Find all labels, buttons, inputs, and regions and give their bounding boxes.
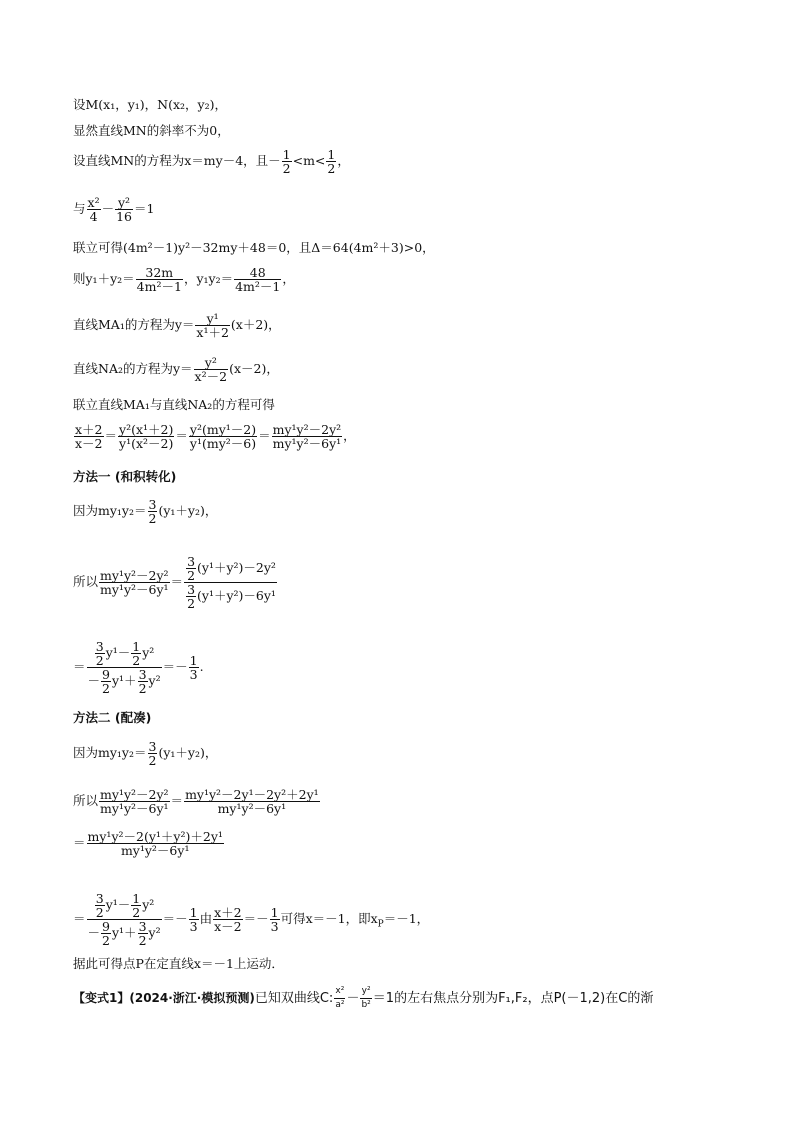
line-m1-so: 所以 $\frac{\text{my¹y²－2y²}}{\text{my¹y²－6y¹}}$ ＝ $\frac{3}{2}$ (y¹＋y²)－2y² $\frac{3}{2}$ (y¹＋y²)－6y¹ <box>73 554 276 611</box>
heading-method-one: 方法一 (和积转化) <box>73 469 177 484</box>
heading-method-two: 方法二 (配凑) <box>73 710 152 725</box>
fraction-step1: $\frac{\text{y²(x¹＋2)}}{\text{y¹(x²－2)}}$ <box>119 422 174 451</box>
line-na2: 直线NA₂的方程为y＝ $\frac{\text{y²}}{\text{x²－2}}$ (x－2)， <box>73 355 279 384</box>
line-m2-regroup: ＝ $\frac{\text{my¹y²－2(y¹＋y²)＋2y¹}}{\text{my¹y²－6y¹}}$ <box>73 829 223 858</box>
line-conclusion: 据此可得点P在定直线x＝－1上运动． <box>73 956 284 971</box>
fraction-step2: $\frac{\text{y²(my¹－2)}}{\text{y¹(my²－6)}}$ <box>189 422 257 451</box>
line-ma1: 直线MA₁的方程为y＝ $\frac{\text{y¹}}{\text{x¹＋2}}$ (x＋2)， <box>73 311 281 340</box>
fraction-three-halves: $\frac{3}{2}$ <box>148 497 157 526</box>
line-quadratic: 联立可得(4m²－1)y²－32my＋48＝0，且Δ＝64(4m²＋3)>0， <box>73 240 435 255</box>
line-ratio-chain: $\frac{x+2}{x-2}$ ＝ $\frac{\text{y²(x¹＋2)}}{\text{y¹(x²－2)}}$ ＝ $\frac{\text{y²(my¹－2)}}{\text{y¹(my²－6)}}$ ＝ $\frac{\text{my¹y²－2y²}}{\text{my¹y²－6y¹}}$ ， <box>75 422 356 451</box>
fraction-regrouped: $\frac{\text{my¹y²－2(y¹＋y²)＋2y¹}}{\text{my¹y²－6y¹}}$ <box>87 829 223 858</box>
fraction-product: $\frac{48}{\text{4m²－1}}$ <box>235 265 281 294</box>
fraction-x2-over-4: $\frac{\text{x²}}{4}$ <box>87 195 100 224</box>
fraction-x-ratio: $\frac{x+2}{x-2}$ <box>75 422 103 451</box>
fraction-compound: $\frac{3}{2}$ (y¹＋y²)－2y² $\frac{3}{2}$ (y¹＋y²)－6y¹ <box>184 555 277 610</box>
fraction-half: $\frac{1}{2}$ <box>282 147 291 176</box>
fraction-y2-b2: $\frac{\text{y²}}{\text{b²}}$ <box>361 986 371 1010</box>
fraction-x2-a2: $\frac{\text{x²}}{\text{a²}}$ <box>335 986 345 1010</box>
line-m2-so: 所以 $\frac{\text{my¹y²－2y²}}{\text{my¹y²－6y¹}}$ ＝ $\frac{\text{my¹y²－2y¹－2y²＋2y¹}}{\text{my¹y²－6y¹}}$ <box>73 787 319 816</box>
line-line-equation: 设直线MN的方程为x＝my－4，且－ $\frac{1}{2}$ <m< $\frac{1}{2}$ ， <box>73 147 350 176</box>
fraction-lhs: $\frac{\text{my¹y²－2y²}}{\text{my¹y²－6y¹}}$ <box>100 787 169 816</box>
line-m1-result: ＝ $\frac{3}{2}$ y¹－ $\frac{1}{2}$ y² － $\frac{9}{2}$ y¹＋ $\frac{3}{2}$ y² ＝－ $\frac{1}{3}$ . <box>73 639 204 696</box>
variant-problem: 【变式1】(2024·浙江·模拟预测)已知双曲线C: $\frac{\text{x²}}{\text{a²}}$ － $\frac{\text{y²}}{\text{b²}}$ ＝1的左右焦点分别为F₁,F₂，点P(－1,2)在C的渐 <box>73 986 654 1010</box>
fraction-half: $\frac{1}{2}$ <box>327 147 336 176</box>
line-combine: 联立直线MA₁与直线NA₂的方程可得 <box>73 397 275 412</box>
variant-source: (2024·浙江·模拟预测) <box>129 991 255 1005</box>
fraction-na2-slope: $\frac{\text{y²}}{\text{x²－2}}$ <box>194 355 228 384</box>
fraction-ma1-slope: $\frac{\text{y¹}}{\text{x¹＋2}}$ <box>196 311 229 340</box>
fraction-compound-result: $\frac{3}{2}$ y¹－ $\frac{1}{2}$ y² － $\frac{9}{2}$ y¹＋ $\frac{3}{2}$ y² <box>87 639 161 696</box>
variant-tag: 【变式1】 <box>73 991 130 1005</box>
fraction-one-third: $\frac{1}{3}$ <box>270 905 279 934</box>
line-vieta: 则y₁＋y₂＝ $\frac{32m}{\text{4m²－1}}$ ，y₁y₂＝ $\frac{48}{\text{4m²－1}}$ ， <box>73 265 295 294</box>
fraction-x-ratio: $\frac{x+2}{x-2}$ <box>214 905 242 934</box>
fraction-three-halves: $\frac{3}{2}$ <box>148 739 157 768</box>
fraction-lhs: $\frac{\text{my¹y²－2y²}}{\text{my¹y²－6y¹}}$ <box>100 568 169 597</box>
fraction-step3: $\frac{\text{my¹y²－2y²}}{\text{my¹y²－6y¹}}$ <box>272 422 342 451</box>
line-m2-because: 因为my₁y₂＝ $\frac{3}{2}$ (y₁＋y₂)， <box>73 739 218 768</box>
fraction-y2-over-16: $\frac{\text{y²}}{16}$ <box>116 195 132 224</box>
line-m1-because: 因为my₁y₂＝ $\frac{3}{2}$ (y₁＋y₂)， <box>73 497 218 526</box>
line-hyperbola: 与 $\frac{\text{x²}}{4}$ － $\frac{\text{y²}}{16}$ ＝1 <box>73 195 155 224</box>
fraction-one-third: $\frac{1}{3}$ <box>189 653 198 682</box>
line-set-points: 设M(x₁，y₁)，N(x₂，y₂)， <box>73 97 228 112</box>
line-m2-result: ＝ $\frac{3}{2}$ y¹－ $\frac{1}{2}$ y² － $\frac{9}{2}$ y¹＋ $\frac{3}{2}$ y² ＝－ $\frac{1}{3}$ 由 $\frac{x+2}{x-2}$ ＝－ $\frac{1}{3}$ 可得x＝－1，即$x_P=-1$， <box>73 891 430 948</box>
line-slope: 显然直线MN的斜率不为0， <box>73 123 230 138</box>
fraction-one-third: $\frac{1}{3}$ <box>189 905 198 934</box>
fraction-sum: $\frac{32m}{\text{4m²－1}}$ <box>136 265 182 294</box>
fraction-compound-result: $\frac{3}{2}$ y¹－ $\frac{1}{2}$ y² － $\frac{9}{2}$ y¹＋ $\frac{3}{2}$ y² <box>87 891 161 948</box>
fraction-padded: $\frac{\text{my¹y²－2y¹－2y²＋2y¹}}{\text{my¹y²－6y¹}}$ <box>185 787 319 816</box>
